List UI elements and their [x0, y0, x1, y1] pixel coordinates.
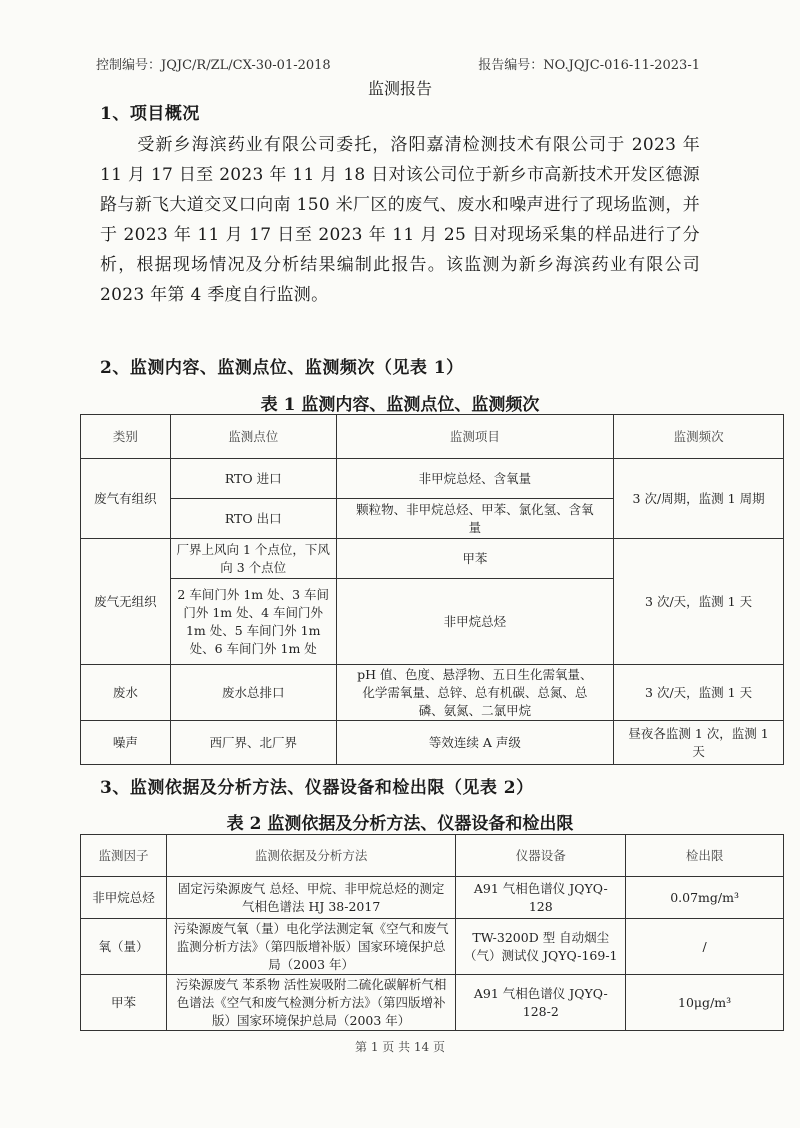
instrument-cell: TW-3200D 型 自动烟尘（气）测试仪 JQYQ-169-1	[456, 919, 626, 975]
point-cell: 废水总排口	[170, 665, 336, 721]
control-number: 控制编号：JQJC/R/ZL/CX-30-01-2018	[96, 58, 331, 73]
table-2-header-cell: 仪器设备	[456, 835, 626, 877]
table-2-row	[81, 975, 784, 1031]
category-cell: 噪声	[81, 721, 171, 765]
point-cell: 厂界上风向 1 个点位，下风向 3 个点位	[170, 539, 336, 579]
method-cell: 污染源废气氧（量）电化学法测定氧《空气和废气监测分析方法》（第四版增补版）国家环境保护总局（2003 年）	[166, 919, 455, 975]
table-1-header-cell: 监测项目	[336, 415, 614, 459]
limit-cell: 10μg/m³	[626, 975, 784, 1031]
item-cell: 甲苯	[336, 539, 614, 579]
table-1-header-cell: 类别	[81, 415, 171, 459]
section-2-heading: 2、监测内容、监测点位、监测频次（见表 1）	[100, 358, 464, 378]
factor-cell: 氧（量）	[81, 919, 167, 975]
page-number: 第 1 页 共 14 页	[355, 1040, 445, 1054]
point-cell: 2 车间门外 1m 处、3 车间门外 1m 处、4 车间门外 1m 处、5 车间门外 1m 处、6 车间门外 1m 处	[170, 579, 336, 665]
point-cell: RTO 进口	[170, 459, 336, 499]
table-2-row	[81, 919, 784, 975]
table-2	[80, 834, 784, 1031]
table-2-row	[81, 877, 784, 919]
frequency-cell: 昼夜各监测 1 次，监测 1 天	[614, 721, 784, 765]
document-title: 监测报告	[367, 79, 432, 98]
method-cell: 固定污染源废气 总烃、甲烷、非甲烷总烃的测定 气相色谱法 HJ 38-2017	[166, 877, 455, 919]
factor-cell: 非甲烷总烃	[81, 877, 167, 919]
table-1-title: 表 1 监测内容、监测点位、监测频次	[260, 395, 540, 415]
point-cell: RTO 出口	[170, 499, 336, 539]
table-2-header-cell: 监测依据及分析方法	[166, 835, 455, 877]
limit-cell: /	[626, 919, 784, 975]
section-1-heading: 1、项目概况	[100, 104, 200, 124]
frequency-cell: 3 次/天，监测 1 天	[614, 665, 784, 721]
instrument-cell: A91 气相色谱仪 JQYQ-128-2	[456, 975, 626, 1031]
limit-cell: 0.07mg/m³	[626, 877, 784, 919]
method-cell: 污染源废气 苯系物 活性炭吸附二硫化碳解析气相色谱法《空气和废气检测分析方法》（第四版增补版）国家环境保护总局（2003 年）	[166, 975, 455, 1031]
table-2-header-cell: 监测因子	[81, 835, 167, 877]
item-cell: 非甲烷总烃	[336, 579, 614, 665]
frequency-cell: 3 次/天，监测 1 天	[614, 539, 784, 665]
frequency-cell: 3 次/周期，监测 1 周期	[614, 459, 784, 539]
item-cell: 非甲烷总烃、含氧量	[336, 459, 614, 499]
section-3-heading: 3、监测依据及分析方法、仪器设备和检出限（见表 2）	[100, 778, 534, 798]
category-cell: 废气无组织	[81, 539, 171, 665]
item-cell: 等效连续 A 声级	[336, 721, 614, 765]
item-cell: pH 值、色度、悬浮物、五日生化需氧量、化学需氧量、总锌、总有机碳、总氮、总磷、氨氮、二氯甲烷	[336, 665, 614, 721]
table-2-title: 表 2 监测依据及分析方法、仪器设备和检出限	[226, 814, 574, 834]
table-1-header-cell: 监测频次	[614, 415, 784, 459]
point-cell: 西厂界、北厂界	[170, 721, 336, 765]
category-cell: 废气有组织	[81, 459, 171, 539]
table-2-header-cell: 检出限	[626, 835, 784, 877]
item-cell: 颗粒物、非甲烷总烃、甲苯、氯化氢、含氧量	[336, 499, 614, 539]
instrument-cell: A91 气相色谱仪 JQYQ-128	[456, 877, 626, 919]
table-1	[80, 414, 784, 765]
report-number: 报告编号：NO.JQJC-016-11-2023-1	[478, 58, 700, 73]
table-1-header-cell: 监测点位	[170, 415, 336, 459]
category-cell: 废水	[81, 665, 171, 721]
factor-cell: 甲苯	[81, 975, 167, 1031]
section-1-paragraph: 受新乡海滨药业有限公司委托，洛阳嘉清检测技术有限公司于 2023 年 11 月 17 日至 2023 年 11 月 18 日对该公司位于新乡市高新技术开发区德源路与新飞大道交叉口向南 150 米厂区的废气、废水和噪声进行了现场监测，并于 2023 年 11 月 17 日至 2023 年 11 月 25 日对现场采集的样品进行了分析，根据现场情况及分析结果编制此报告。该监测为新乡海滨药业有限公司 2023 年第 4 季度自行监测。	[100, 135, 700, 305]
